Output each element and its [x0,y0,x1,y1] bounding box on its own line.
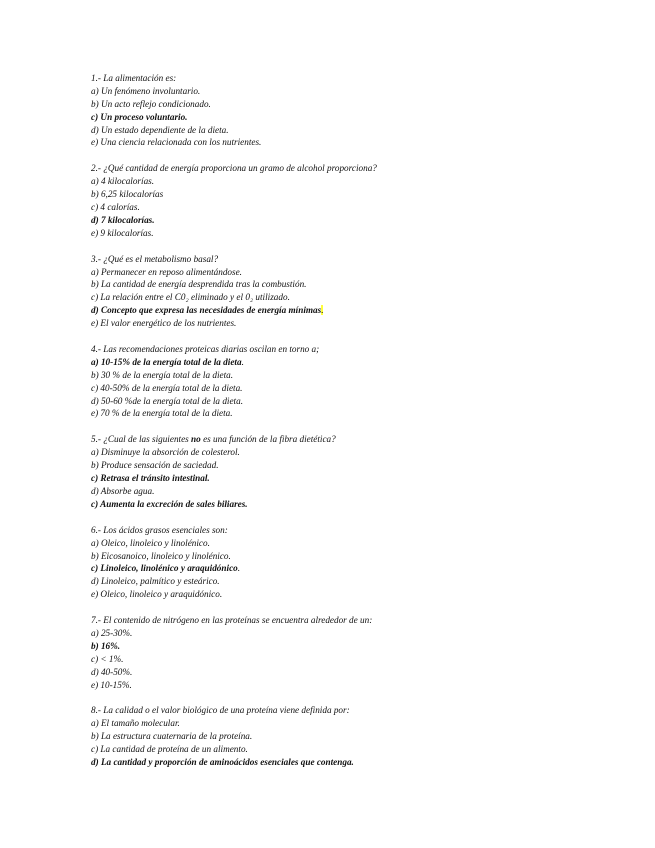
answer-option-text: a) El tamaño molecular. [91,718,180,729]
answer-option [91,743,611,756]
answer-option-text: c) La cantidad de proteína de un alimento. [91,744,248,755]
answer-option-text: d) 40-50%. [91,666,133,677]
answer-option [91,537,611,550]
answer-option-text: b) Eicosanoico, linoleico y linolénico. [91,550,231,561]
answer-option [91,575,611,588]
answer-option-text: c) Retrasa el tránsito intestinal. [91,473,210,484]
answer-option-text: c) Linoleico, linolénico y araquidónico [91,563,238,574]
answer-option-text: a) 10-15% de la energía total de la dieta [91,356,242,367]
answer-option-text: d) 7 kilocalorías. [91,214,155,225]
answer-option-correct [91,111,611,124]
answer-option-text: d) Linoleico, palmítico y esteárico. [91,576,220,587]
answer-option-text: b) 30 % de la energía total de la dieta. [91,369,234,380]
answer-option-text: c) 4 calorías. [91,202,140,213]
answer-option [91,407,611,420]
answer-option [91,175,611,188]
answer-option-text: e) 70 % de la energía total de la dieta. [91,408,233,419]
answer-option [91,85,611,98]
answer-option-text: c) Un proceso voluntario. [91,111,188,122]
question-block [91,162,611,239]
document-page [91,72,611,782]
answer-option [91,653,611,666]
question-stem: 2.- ¿Qué cantidad de energía proporciona un gramo de alcohol proporciona? [91,163,377,174]
answer-option-correct [91,640,611,653]
question-block [91,253,611,330]
answer-option-text: e) El valor energético de los nutrientes. [91,318,237,329]
question-block [91,704,611,768]
answer-option-text: c) La relación entre el C0₂ eliminado y el 0₂ utilizado. [91,292,290,303]
answer-option [91,717,611,730]
answer-option-suffix: . [237,563,241,574]
answer-option-text: c) < 1%. [91,653,124,664]
answer-option [91,369,611,382]
answer-option [91,627,611,640]
question-stem: 3.- ¿Qué es el metabolismo basal? [91,253,219,264]
answer-option [91,278,611,291]
answer-option [91,679,611,692]
answer-option [91,446,611,459]
question-block [91,343,611,420]
answer-option [91,201,611,214]
answer-option [91,317,611,330]
answer-option [91,459,611,472]
answer-option [91,395,611,408]
answer-option-text: b) Produce sensación de saciedad. [91,460,219,471]
question-block [91,614,611,691]
answer-option-text: c) Aumenta la excreción de sales biliares. [91,498,248,509]
answer-option [91,266,611,279]
answer-option-text: d) Absorbe agua. [91,485,155,496]
answer-option-correct [91,304,611,317]
answer-option-suffix: . [241,356,244,367]
answer-option-text: e) Una ciencia relacionada con los nutrientes. [91,137,262,148]
answer-option-text: d) 50-60 %de la energía total de la dieta. [91,395,243,406]
answer-option-correct [91,756,611,769]
question-stem: 6.- Los ácidos grasos esenciales son: [91,524,228,535]
answer-option [91,485,611,498]
answer-option-text: d) Concepto que expresa las necesidades de energía mínimas [91,305,322,316]
answer-option-text: b) 16%. [91,640,121,651]
answer-option-text: a) 25-30%. [91,627,133,638]
answer-option [91,382,611,395]
answer-option [91,188,611,201]
answer-option [91,666,611,679]
answer-option [91,98,611,111]
question-stem [91,433,611,446]
answer-option-text: d) Un estado dependiente de la dieta. [91,124,229,135]
answer-option-text: a) Un fenómeno involuntario. [91,85,201,96]
question-stem-end: es una función de la fibra dietética? [200,434,336,445]
answer-option-text: b) 6,25 kilocalorías [91,189,164,200]
answer-option-text: a) Permanecer en reposo alimentándose. [91,266,242,277]
question-block [91,72,611,149]
answer-option [91,227,611,240]
answer-option-correct [91,214,611,227]
answer-option-correct [91,562,611,575]
question-stem: 1.- La alimentación es: [91,73,177,83]
answer-option-text: b) La cantidad de energía desprendida tras la combustión. [91,279,307,290]
question-stem-emphasis: no [191,434,201,445]
answer-option-correct [91,472,611,485]
answer-option [91,730,611,743]
question-stem-start: 5.- ¿Cual de las siguientes [91,434,192,445]
answer-option-text: e) 10-15%. [91,679,132,690]
answer-option-correct [91,498,611,511]
answer-option-text: c) 40-50% de la energía total de la dieta. [91,382,243,393]
question-stem: 8.- La calidad o el valor biológico de una proteína viene definida por: [91,705,350,716]
answer-option-text: b) La estructura cuaternaria de la proteína. [91,731,253,742]
highlighted-mark: . [321,305,324,316]
answer-option-text: e) Oleico, linoleico y araquidónico. [91,589,223,600]
question-stem: 4.- Las recomendaciones proteicas diarias oscilan en torno a; [91,344,320,355]
question-block [91,433,611,510]
answer-option [91,588,611,601]
answer-option [91,291,611,304]
answer-option [91,136,611,149]
answer-option [91,550,611,563]
answer-option-correct [91,356,611,369]
answer-option [91,124,611,137]
answer-option-text: e) 9 kilocalorías. [91,227,154,238]
answer-option-text: d) La cantidad y proporción de aminoácidos esenciales que contenga. [91,756,354,767]
answer-option-text: a) Oleico, linoleico y linolénico. [91,537,210,548]
question-stem: 7.- El contenido de nitrógeno en las proteínas se encuentra alrededor de un: [91,615,373,626]
answer-option-text: a) 4 kilocalorías. [91,176,155,187]
answer-option-text: b) Un acto reflejo condicionado. [91,98,211,109]
question-block [91,524,611,601]
answer-option-text: a) Disminuye la absorción de colesterol. [91,447,240,458]
